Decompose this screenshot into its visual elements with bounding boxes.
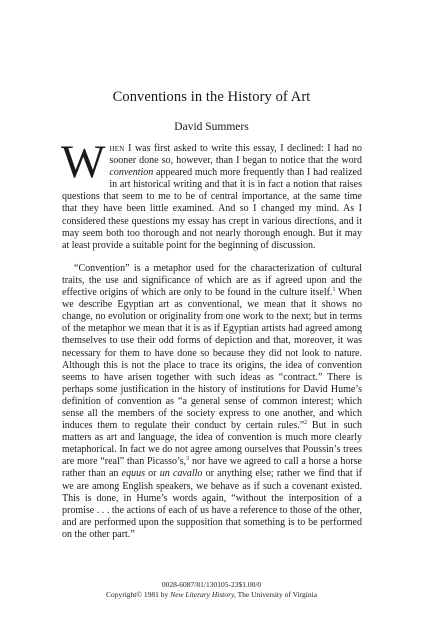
page-footer [0, 580, 423, 600]
footnote-marker-3[interactable]: 3 [186, 456, 190, 463]
footnote-marker-2[interactable]: 2 [304, 420, 308, 427]
paragraph-2-text-2: When we describe Egyptian art as conventional, we mean that it shows no change, no evolution or originality from one work to the next; but in terms of the metaphor we mean that it is as if Egyptian artists had agreed among themselves to use their odd forms of depiction and that, moreover, it was necessary for them to have done so because they did not look to nature. Although this is not the place to trace its origins, the idea of convention seems to have arisen together with such ideas as “contract.” There is perhaps some justification in the history of institutions for David Hume’s definition of convention as “a general sense of common interest; which sense all the members of the society express to one another, and which induces them to regulate their conduct by certain rules.” [62, 287, 362, 432]
paragraph-1-text-a: I was first asked to write this essay, I declined: I had no sooner done so, however, than I began to notice that the word [109, 143, 362, 167]
paragraph-2-text-4: nor have we agreed to call a horse a horse rather than an [62, 456, 362, 480]
italic-term-equus: equus [121, 468, 145, 480]
paragraph-2-text-3: But in such matters as art and language, the idea of convention is much more clearly metaphorical. In fact we do not agree among ourselves that Poussin’s trees are more “real” than Picasso’s, [62, 420, 362, 468]
article-body [61, 136, 362, 541]
article-author: David Summers [174, 121, 249, 133]
paragraph-2 [62, 263, 362, 541]
copyright-text-a: Copyright© 1981 by [105, 590, 171, 599]
drop-cap: W [61, 136, 106, 188]
italic-term-un-cavallo: un cavallo [159, 468, 203, 480]
italic-term-convention: convention [109, 167, 154, 179]
article-code: 0028-6087/81/130105-23$1.00/0 [161, 580, 262, 589]
journal-name: New Literary History, [170, 590, 236, 599]
paragraph-2-text-1: “Convention” is a metaphor used for the characterization of cultural traits, the use and significance of which are as if agreed upon and the effective origins of which are only to be found in the culture itself. [62, 262, 362, 299]
copyright-line [0, 590, 423, 600]
paragraph-1 [61, 136, 362, 252]
paragraph-2-text-5: or [144, 468, 160, 480]
article-title: Conventions in the History of Art [112, 89, 311, 105]
paragraph-2-text-6: or anything else; rather we find that if we are among English speakers, we behave as if such a covenant existed. This is done, in Hume’s words again, “without the interposition of a promise . . . the actions of each of us have a reference to those of the other, and are performed upon the supposition that something is to be performed on the other part.” [62, 468, 362, 540]
paragraph-1-text-b: appeared much more frequently than I had realized in art historical writing and that it is in fact a notion that raises questions that seem to me to be of central importance, at the same time that they have been little examined. And so I changed my mind. As I considered these questions my essay has crept in various directions, and it may seem both too thorough and not nearly thorough enough. But it may at least provide a suitable point for the beginning of discussion. [62, 167, 362, 251]
small-caps-opening: hen [109, 143, 125, 154]
copyright-text-b: The University of Virginia [235, 590, 318, 599]
footnote-marker-1[interactable]: 1 [332, 287, 336, 294]
